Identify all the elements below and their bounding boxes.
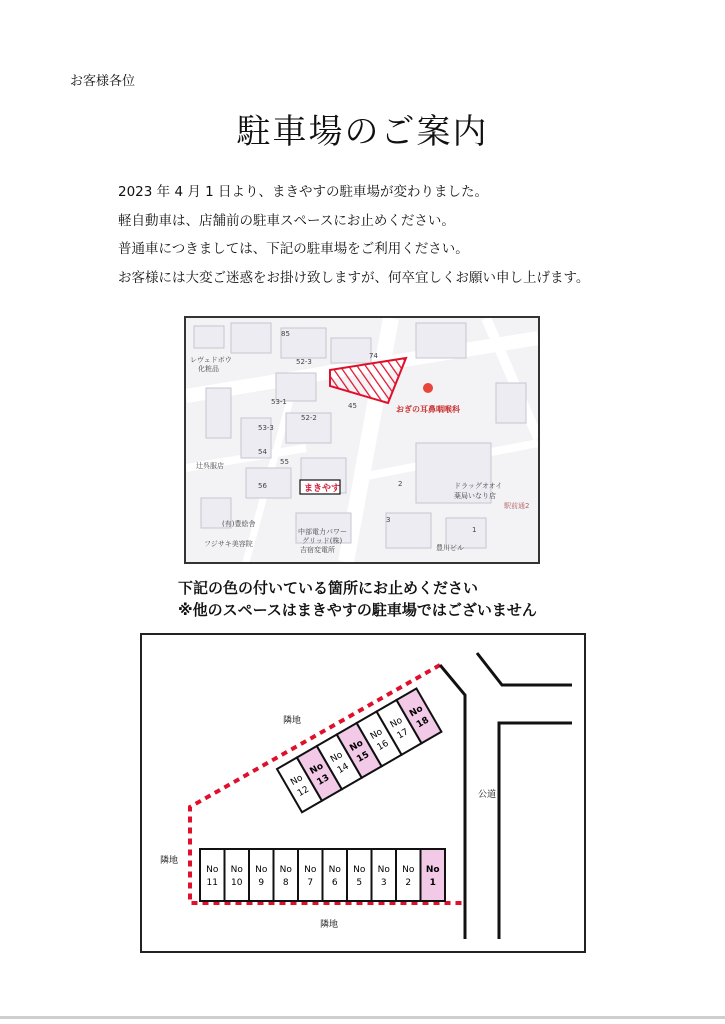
clinic-pin-icon [423, 383, 433, 393]
space-number: 6 [331, 878, 338, 888]
label-public-road: 公道 [478, 790, 497, 800]
map-label: 吉宿変電所 [300, 546, 335, 554]
notice-line: お客様には大変ご迷惑をお掛け致しますが、何卒宜しくお願い申し上げます。 [118, 269, 590, 286]
notice-line: 2023 年 4 月 1 日より、まきやすの駐車場が変わりました。 [118, 184, 488, 200]
space-no-prefix: No [377, 865, 390, 875]
space-no-prefix: No [425, 865, 440, 875]
space-no-prefix: No [328, 750, 345, 765]
map-label: 55 [280, 458, 289, 466]
space-number: 13 [315, 772, 332, 788]
parking-space-other [372, 849, 397, 901]
space-number: 8 [282, 878, 289, 888]
space-number: 2 [405, 878, 412, 888]
parking-space [249, 849, 274, 901]
space-number: 18 [415, 715, 431, 731]
map-label: 駅前通2 [504, 502, 530, 510]
space-no-prefix: No [368, 727, 385, 742]
area-map [184, 316, 540, 564]
space-no-prefix: No [388, 715, 405, 731]
map-label: フジサキ美容院 [204, 540, 253, 548]
map-label: 85 [281, 330, 290, 338]
map-label: 45 [348, 402, 357, 410]
parking-space [298, 849, 323, 901]
map-label: 56 [258, 482, 267, 490]
space-no-prefix: No [304, 865, 317, 875]
map-label: 化粧品 [198, 365, 219, 373]
map-label: (有)豊絵舎 [222, 520, 256, 528]
notice-line: 軽自動車は、店舗前の駐車スペースにお止めください。 [118, 212, 455, 229]
space-no-prefix: No [279, 865, 292, 875]
map-label: 53-3 [258, 424, 274, 432]
space-number: 1 [429, 878, 436, 888]
parking-diagram [140, 633, 586, 953]
parking-space-other [396, 849, 421, 901]
parking-space-other [298, 849, 323, 901]
map-label: 52-3 [296, 358, 312, 366]
parking-space-other [225, 849, 250, 901]
map-label: 52-2 [301, 414, 317, 422]
parking-space [421, 849, 446, 901]
map-label: 74 [369, 352, 378, 360]
salutation: お客様各位 [70, 74, 136, 89]
parking-diagram-graphic [142, 635, 584, 951]
space-number: 10 [231, 878, 243, 888]
space-no-prefix: No [408, 703, 425, 720]
parking-space [347, 849, 372, 901]
parking-space [200, 849, 225, 901]
space-no-prefix: No [348, 738, 366, 754]
space-no-prefix: No [289, 773, 305, 788]
parking-space [396, 849, 421, 901]
space-no-prefix: No [402, 865, 415, 875]
parking-space-other [249, 849, 274, 901]
space-number: 9 [258, 878, 265, 888]
instruction-line: 下記の色の付いている箇所にお止めください [178, 579, 479, 597]
space-no-prefix: No [255, 865, 268, 875]
space-no-prefix: No [353, 865, 366, 875]
map-label: 1 [472, 526, 477, 534]
map-label: 54 [258, 448, 267, 456]
area-map-graphic [186, 318, 538, 562]
map-label: レヴェドボウ [190, 356, 232, 364]
space-no-prefix: No [206, 865, 219, 875]
parking-instructions [178, 577, 537, 621]
map-label: 2 [398, 480, 403, 488]
parking-space-other [200, 849, 225, 901]
label-neighbor-bottom: 隣地 [320, 920, 339, 930]
space-number: 3 [380, 878, 387, 888]
map-label: 中部電力パワー [298, 528, 347, 536]
notice-line: 普通車につきましては、下記の駐車場をご利用ください。 [118, 241, 469, 257]
space-number: 12 [295, 784, 311, 800]
parking-space [372, 849, 397, 901]
space-number: 15 [355, 749, 372, 765]
map-label: 3 [386, 516, 391, 524]
parking-space-reserved [421, 849, 446, 901]
parking-space [323, 849, 348, 901]
map-label: グリッド(株) [302, 537, 343, 545]
page-edge-divider [0, 1016, 725, 1019]
map-label-store: まきやす [304, 484, 341, 494]
road-edge [499, 723, 572, 939]
parking-space-other [347, 849, 372, 901]
map-label: 薬局いなり店 [454, 492, 496, 500]
space-number: 17 [395, 727, 411, 742]
page-title: 駐車場のご案内 [236, 112, 489, 152]
space-number: 5 [356, 878, 363, 888]
space-number: 7 [307, 878, 314, 888]
map-label: 53-1 [271, 398, 287, 406]
label-neighbor-top: 隣地 [283, 716, 302, 726]
map-label: 豊川ビル [436, 544, 464, 552]
map-label: ドラッグオオイ [454, 482, 503, 490]
map-label-clinic: おぎの耳鼻咽喉科 [396, 405, 460, 414]
road-edge [477, 653, 572, 685]
space-no-prefix: No [328, 865, 341, 875]
parking-space [274, 849, 299, 901]
notice-body [118, 178, 589, 292]
space-number: 14 [335, 761, 351, 777]
space-number: 11 [206, 878, 218, 888]
parking-space-other [274, 849, 299, 901]
map-label: 辻呉服店 [196, 462, 224, 470]
space-no-prefix: No [230, 865, 243, 875]
space-no-prefix: No [308, 761, 326, 777]
instruction-line: ※他のスペースはまきやすの駐車場ではございません [178, 601, 537, 619]
label-neighbor-left: 隣地 [160, 856, 179, 866]
space-number: 16 [375, 738, 391, 754]
parking-space-other [323, 849, 348, 901]
parking-space [225, 849, 250, 901]
